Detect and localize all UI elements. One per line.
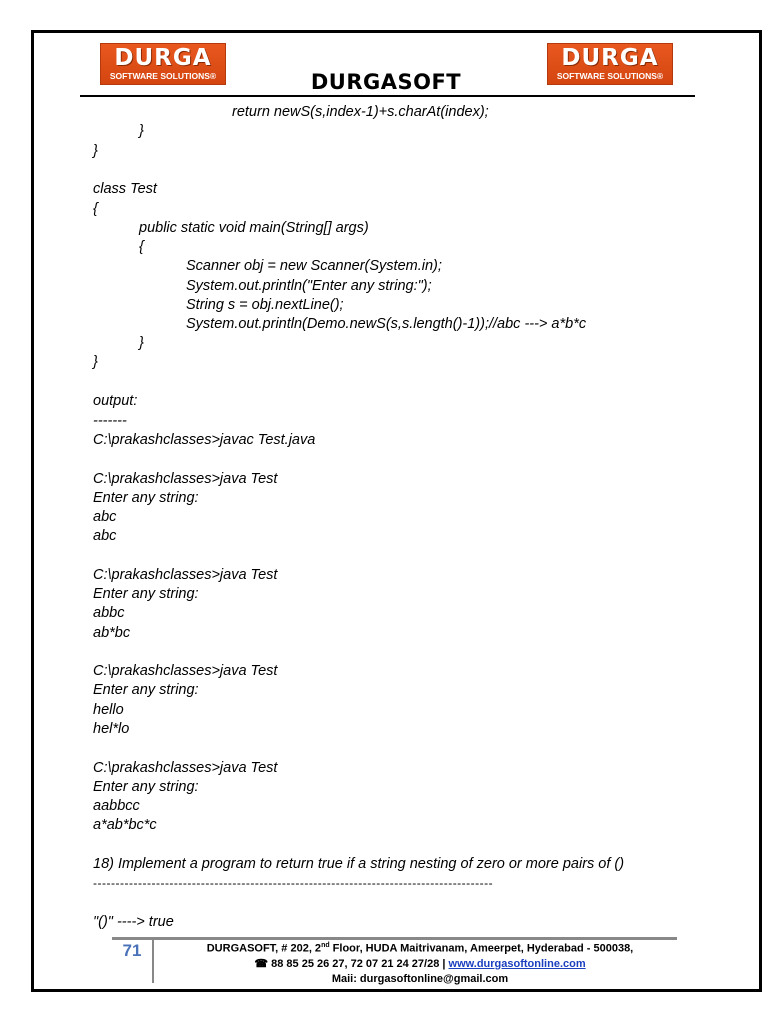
code-line: output: xyxy=(93,393,138,409)
footer-address: DURGASOFT, # 202, 2nd Floor, HUDA Maitrivanam, Ameerpet, Hyderabad - 500038, xyxy=(206,942,634,955)
code-line: } xyxy=(139,123,144,139)
code-line: System.out.println("Enter any string:"); xyxy=(186,278,432,294)
footer-phones: 88 85 25 26 27, 72 07 21 24 27/28 | xyxy=(268,957,449,970)
logo-subtitle: SOFTWARE SOLUTIONS® xyxy=(556,71,664,81)
code-line: Enter any string: xyxy=(93,682,199,698)
code-line: abc xyxy=(93,528,117,544)
code-line: C:\prakashclasses>java Test xyxy=(93,567,278,583)
header-divider xyxy=(80,95,695,97)
code-line: { xyxy=(93,201,98,217)
page-border xyxy=(31,30,762,992)
code-line: } xyxy=(93,354,98,370)
code-line: C:\prakashclasses>javac Test.java xyxy=(93,432,316,448)
durga-logo-right xyxy=(547,43,673,85)
code-line: class Test xyxy=(93,181,157,197)
phone-icon: ☎ xyxy=(254,957,269,970)
code-line: Enter any string: xyxy=(93,586,199,602)
exercise-heading: 18) Implement a program to return true if a string nesting of zero or more pairs of () xyxy=(93,856,625,872)
code-line: { xyxy=(139,239,144,255)
code-line: System.out.println(Demo.newS(s,s.length()-1));//abc ---> a*b*c xyxy=(186,316,587,332)
code-line: } xyxy=(139,335,144,351)
code-line: hel*lo xyxy=(93,721,130,737)
footer-mail: Maii: durgasoftonline@gmail.com xyxy=(331,972,509,985)
code-line: ------- xyxy=(93,413,127,429)
code-line: abc xyxy=(93,509,117,525)
durga-logo-left xyxy=(100,43,226,85)
code-line: String s = obj.nextLine(); xyxy=(186,297,344,313)
page-header-title: DURGASOFT xyxy=(310,70,462,94)
page-number: 71 xyxy=(122,941,142,960)
logo-word: DURGA xyxy=(561,45,659,71)
code-line: C:\prakashclasses>java Test xyxy=(93,760,278,776)
code-line: C:\prakashclasses>java Test xyxy=(93,471,278,487)
code-line: C:\prakashclasses>java Test xyxy=(93,663,278,679)
dashed-separator: ----------------------------------------------------------------------------------------- xyxy=(93,876,494,890)
code-line: Enter any string: xyxy=(93,490,199,506)
code-line: ab*bc xyxy=(93,625,131,641)
logo-subtitle: SOFTWARE SOLUTIONS® xyxy=(109,71,217,81)
code-line: hello xyxy=(93,702,124,718)
code-line: Enter any string: xyxy=(93,779,199,795)
footer-address-block xyxy=(160,938,680,987)
code-line: a*ab*bc*c xyxy=(93,817,157,833)
code-line: return newS(s,index-1)+s.charAt(index); xyxy=(232,104,489,120)
logo-word: DURGA xyxy=(114,45,212,71)
code-line: Scanner obj = new Scanner(System.in); xyxy=(186,258,442,274)
code-line: public static void main(String[] args) xyxy=(139,220,369,236)
code-line: "()" ----> true xyxy=(93,914,174,930)
code-line: } xyxy=(93,143,98,159)
code-line: abbc xyxy=(93,605,125,621)
website-link[interactable]: www.durgasoftonline.com xyxy=(448,957,586,970)
footer-contact xyxy=(160,957,680,972)
footer-page-separator xyxy=(152,939,154,983)
code-line: aabbcc xyxy=(93,798,140,814)
